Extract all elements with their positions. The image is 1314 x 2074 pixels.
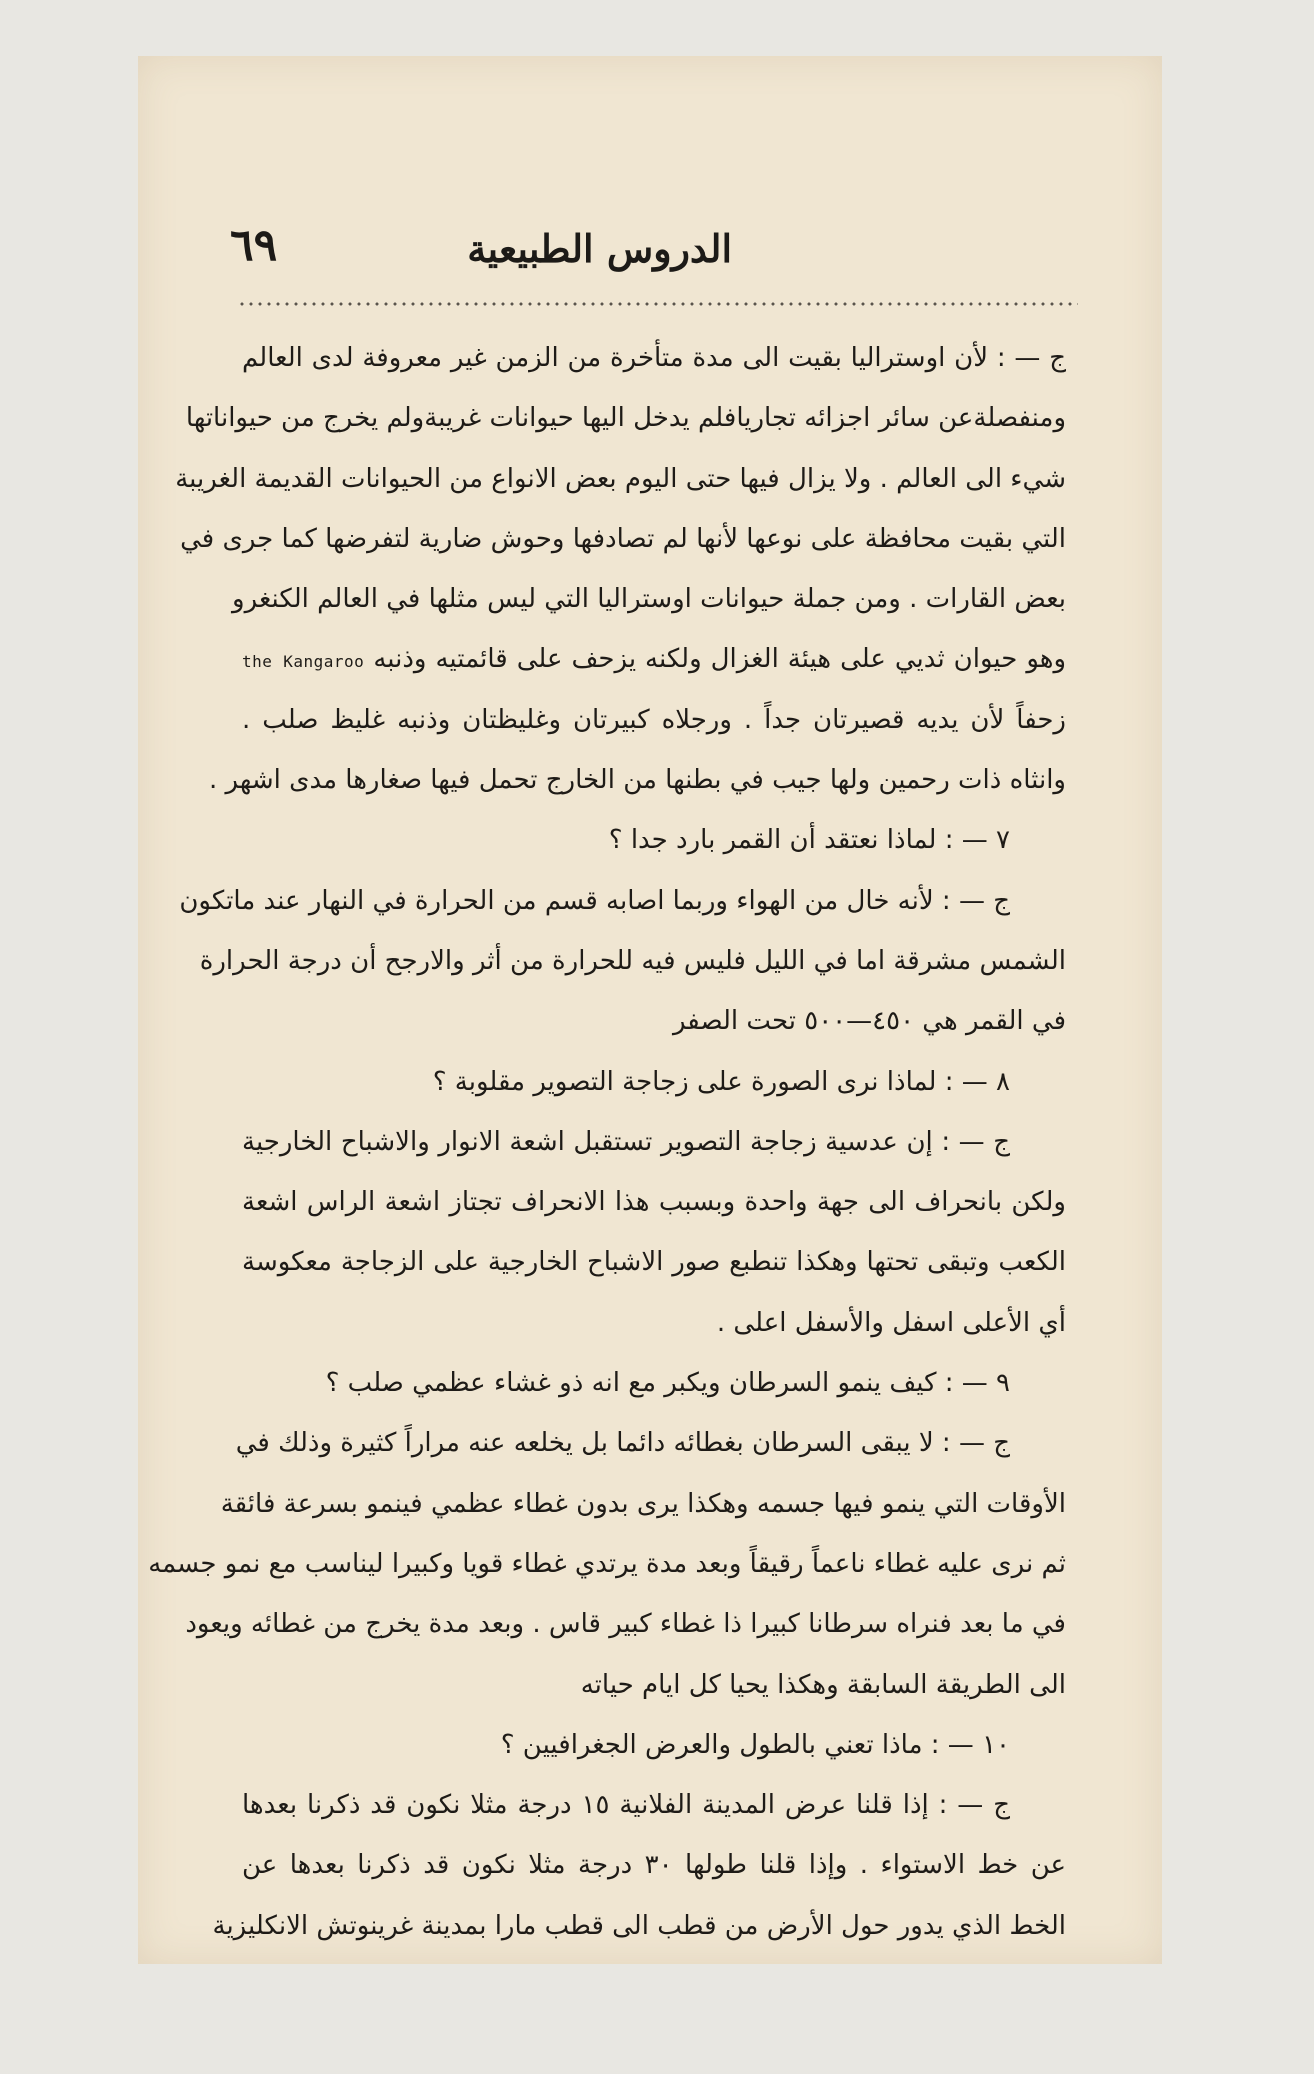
text-line: ولكن بانحراف الى جهة واحدة وبسبب هذا الانحراف تجتاز اشعة الراس اشعة: [242, 1187, 1066, 1218]
text-line: الكعب وتبقى تحتها وهكذا تنطبع صور الاشباح الخارجية على الزجاجة معكوسة: [242, 1247, 1066, 1278]
text-line: شيء الى العالم . ولا يزال فيها حتى اليوم بعض الانواع من الحيوانات القديمة الغريبة: [175, 463, 1066, 494]
text-line: زحفاً لأن يديه قصيرتان جداً . ورجلاه كبيرتان وغليظتان وذنبه غليظ صلب .: [242, 704, 1066, 735]
answer-line: ج — : إذا قلنا عرض المدينة الفلانية ١٥ درجة مثلا نكون قد ذكرنا بعدها: [242, 1790, 1010, 1821]
text-line: التي بقيت محافظة على نوعها لأنها لم تصادفها وحوش ضارية لتفرضها كما جرى في: [180, 523, 1066, 554]
answer-line: ج — : لا يبقى السرطان بغطائه دائما بل يخلعه عنه مراراً كثيرة وذلك في: [235, 1428, 1010, 1459]
text-line: ومنفصلةعن سائر اجزائه تجاريافلم يدخل اليها حيوانات غريبةولم يخرج من حيواناتها: [185, 403, 1066, 434]
question-line: ٨ — : لماذا نرى الصورة على زجاجة التصوير مقلوبة ؟: [432, 1066, 1010, 1097]
page-body: [148, 328, 1067, 1956]
page-header: [230, 220, 1072, 296]
text-line: بعض القارات . ومن جملة حيوانات اوستراليا التي ليس مثلها في العالم الكنغرو: [232, 584, 1066, 615]
text-line: في القمر هي ٤٥٠—٥٠٠ تحت الصفر: [672, 1006, 1066, 1037]
text-line-with-term: [242, 629, 1066, 689]
text-line: الشمس مشرقة اما في الليل فليس فيه للحرارة من أثر والارجح أن درجة الحرارة: [199, 945, 1066, 976]
answer-line: ج — : إن عدسية زجاجة التصوير تستقبل اشعة الانوار والاشباح الخارجية: [242, 1126, 1010, 1157]
header-divider: [238, 300, 1078, 308]
running-title: الدروس الطبيعية: [467, 226, 732, 271]
question-line: ٩ — : كيف ينمو السرطان ويكبر مع انه ذو غشاء عظمي صلب ؟: [325, 1368, 1010, 1399]
book-page: [138, 56, 1162, 1964]
answer-line: ج — : لأنه خال من الهواء وربما اصابه قسم من الحرارة في النهار عند ماتكون: [179, 885, 1010, 916]
text-line: عن خط الاستواء . وإذا قلنا طولها ٣٠ درجة مثلا نكون قد ذكرنا بعدها عن: [242, 1850, 1067, 1881]
latin-term: the Kangaroo: [242, 652, 365, 672]
page-number: ٦٩: [230, 220, 278, 271]
text-line-part: وهو حيوان ثديي على هيئة الغزال ولكنه يزحف على قائمتيه وذنبه: [373, 644, 1067, 675]
text-line: أي الأعلى اسفل والأسفل اعلى .: [716, 1307, 1066, 1338]
text-line: الخط الذي يدور حول الأرض من قطب الى قطب مارا بمدينة غرينوتش الانكليزية: [212, 1910, 1066, 1941]
question-line: ٧ — : لماذا نعتقد أن القمر بارد جدا ؟: [608, 825, 1010, 856]
question-line: ١٠ — : ماذا تعني بالطول والعرض الجغرافيين ؟: [500, 1729, 1010, 1760]
text-line: وانثاه ذات رحمين ولها جيب في بطنها من الخارج تحمل فيها صغارها مدى اشهر .: [208, 765, 1066, 796]
text-line: الى الطريقة السابقة وهكذا يحيا كل ايام حياته: [580, 1669, 1066, 1700]
text-line: ثم نرى عليه غطاء ناعماً رقيقاً وبعد مدة يرتدي غطاء قويا وكبيرا ليناسب مع نمو جسمه: [148, 1548, 1066, 1579]
text-line: الأوقات التي ينمو فيها جسمه وهكذا يرى بدون غطاء عظمي فينمو بسرعة فائقة: [220, 1488, 1066, 1519]
text-line: ج — : لأن اوسترالیا بقيت الى مدة متأخرة من الزمن غير معروفة لدى العالم: [242, 343, 1066, 373]
text-line: في ما بعد فنراه سرطانا كبيرا ذا غطاء كبير قاس . وبعد مدة يخرج من غطائه ويعود: [185, 1609, 1066, 1640]
